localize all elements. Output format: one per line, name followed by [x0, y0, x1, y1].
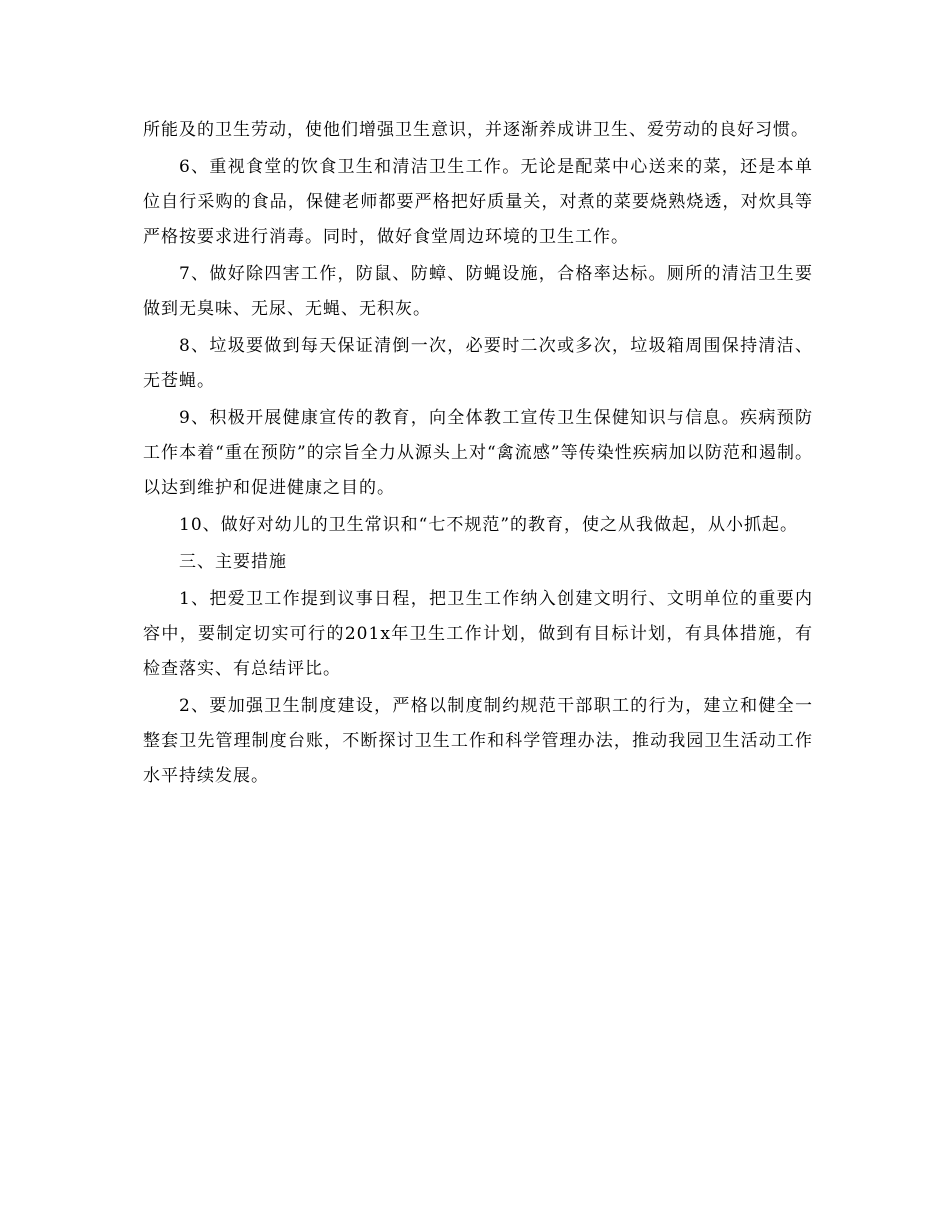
paragraph-measure-2: 2、要加强卫生制度建设，严格以制度制约规范干部职工的行为，建立和健全一整套卫先管理制度台账，不断探讨卫生工作和科学管理办法，推动我园卫生活动工作水平持续发展。 — [143, 696, 813, 786]
paragraph-item-7: 7、做好除四害工作，防鼠、防蟑、防蝇设施，合格率达标。厕所的清洁卫生要做到无臭味、无尿、无蝇、无积灰。 — [143, 264, 813, 319]
paragraph-item-10: 10、做好对幼儿的卫生常识和“七不规范”的教育，使之从我做起，从小抓起。 — [179, 515, 799, 535]
paragraph-item-8: 8、垃圾要做到每天保证清倒一次，必要时二次或多次，垃圾箱周围保持清洁、无苍蝇。 — [143, 336, 813, 391]
paragraph-measure-1: 1、把爱卫工作提到议事日程，把卫生工作纳入创建文明行、文明单位的重要内容中，要制定切实可行的201x年卫生工作计划，做到有目标计划，有具体措施，有检查落实、有总结评比。 — [143, 589, 813, 679]
section-heading-measures: 三、主要措施 — [179, 552, 287, 572]
paragraph-item-9: 9、积极开展健康宣传的教育，向全体教工宣传卫生保健知识与信息。疾病预防工作本着“重在预防”的宗旨全力从源头上对“禽流感”等传染性疾病加以防范和遏制。以达到维护和促进健康之目的。 — [143, 408, 813, 498]
paragraph-continuation: 所能及的卫生劳动，使他们增强卫生意识，并逐渐养成讲卫生、爱劳动的良好习惯。 — [143, 120, 809, 140]
paragraph-item-6: 6、重视食堂的饮食卫生和清洁卫生工作。无论是配菜中心送来的菜，还是本单位自行采购的食品，保健老师都要严格把好质量关，对煮的菜要烧熟烧透，对炊具等严格按要求进行消毒。同时，做好食堂周边环境的卫生工作。 — [143, 157, 813, 247]
document-body — [143, 113, 813, 796]
